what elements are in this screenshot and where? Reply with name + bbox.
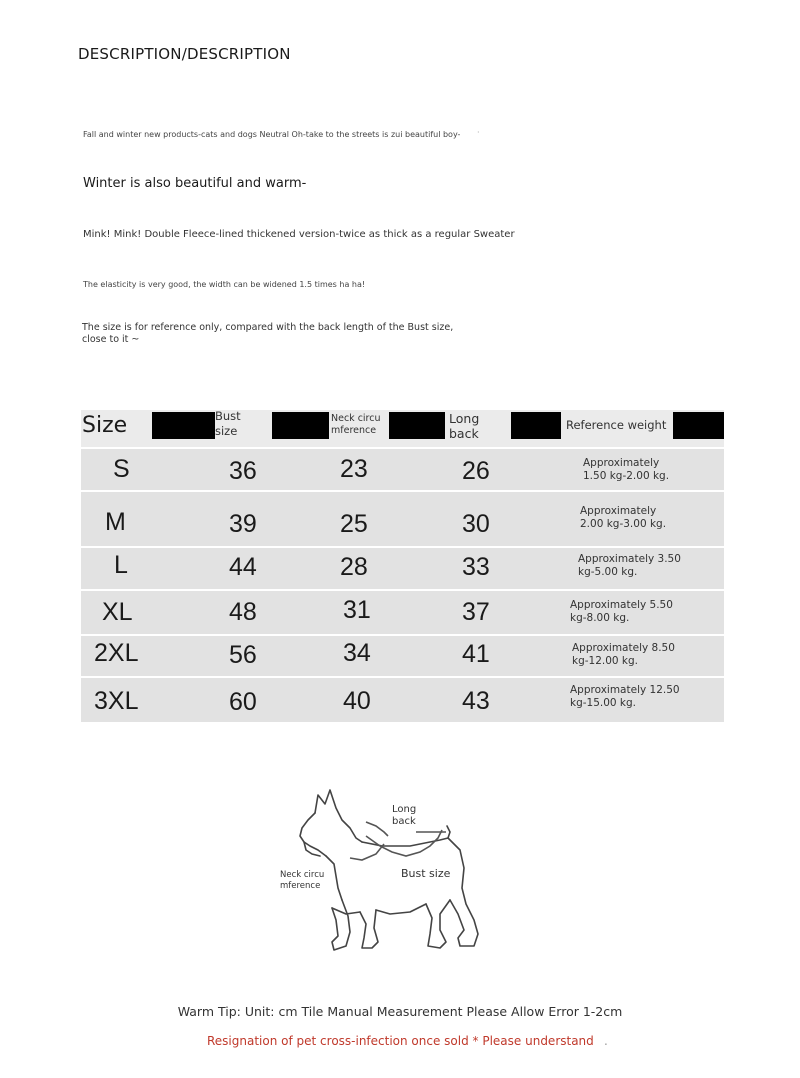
description-line-1: Fall and winter new products-cats and dogs Neutral Oh-take to the streets is zui beautiful boy- — [83, 130, 461, 139]
cell-bust: 60 — [229, 688, 257, 716]
diagram-label-neck: Neck circu mference — [280, 870, 325, 891]
cell-weight: Approximately 3.50 kg-5.00 kg. — [578, 553, 681, 578]
cell-size: 2XL — [94, 639, 139, 667]
table-row — [81, 548, 724, 589]
cell-back: 30 — [462, 510, 490, 538]
table-row — [81, 591, 724, 634]
header-back: Long back — [449, 411, 480, 441]
cell-back: 26 — [462, 457, 490, 485]
cell-neck: 25 — [340, 510, 368, 538]
cell-weight: Approximately 12.50 kg-15.00 kg. — [570, 684, 680, 709]
table-row — [81, 678, 724, 722]
cell-weight: Approximately 8.50 kg-12.00 kg. — [572, 642, 675, 667]
cell-neck: 23 — [340, 455, 368, 483]
size-table-header — [81, 410, 724, 447]
warning-text: Resignation of pet cross-infection once sold * Please understand — [207, 1034, 594, 1048]
cell-weight: Approximately 1.50 kg-2.00 kg. — [583, 457, 670, 482]
header-size: Size — [82, 413, 128, 438]
cell-size: L — [114, 551, 128, 579]
cell-bust: 48 — [229, 598, 257, 626]
cell-neck: 31 — [343, 596, 371, 624]
description-line-4: The elasticity is very good, the width can be widened 1.5 times ha ha! — [83, 280, 366, 289]
cell-bust: 44 — [229, 553, 257, 581]
cell-back: 37 — [462, 598, 490, 626]
header-black-block — [389, 412, 445, 439]
cell-size: XL — [102, 598, 133, 626]
header-weight: Reference weight — [566, 418, 667, 432]
header-bust: Bust size — [215, 409, 241, 438]
header-black-block — [673, 412, 724, 439]
cell-bust: 36 — [229, 457, 257, 485]
header-black-block — [152, 412, 215, 439]
cell-neck: 34 — [343, 639, 371, 667]
cell-weight: Approximately 2.00 kg-3.00 kg. — [580, 505, 667, 530]
description-line-3: Mink! Mink! Double Fleece-lined thickened version-twice as thick as a regular Sweater — [83, 229, 515, 240]
table-row — [81, 636, 724, 676]
cell-weight: Approximately 5.50 kg-8.00 kg. — [570, 599, 673, 624]
cell-neck: 40 — [343, 687, 371, 715]
cell-back: 43 — [462, 687, 490, 715]
description-line-2: Winter is also beautiful and warm- — [83, 176, 307, 191]
header-black-block — [511, 412, 561, 439]
warm-tip: Warm Tip: Unit: cm Tile Manual Measurement Please Allow Error 1-2cm — [177, 1004, 623, 1019]
description-line-1-mark: · — [477, 128, 480, 137]
dog-measurement-diagram — [270, 780, 530, 970]
cell-bust: 56 — [229, 641, 257, 669]
header-black-block — [272, 412, 329, 439]
cell-back: 33 — [462, 553, 490, 581]
table-row — [81, 492, 724, 546]
cell-neck: 28 — [340, 553, 368, 581]
table-row — [81, 449, 724, 490]
cell-size: M — [105, 508, 126, 536]
diagram-label-back: Long back — [392, 804, 417, 827]
cell-bust: 39 — [229, 510, 257, 538]
header-neck: Neck circu mference — [331, 413, 381, 436]
cell-back: 41 — [462, 640, 490, 668]
warning-mark: . — [604, 1034, 608, 1048]
cell-size: S — [113, 455, 130, 483]
diagram-label-bust: Bust size — [401, 867, 451, 880]
page-title: DESCRIPTION/DESCRIPTION — [78, 45, 291, 63]
size-table — [81, 410, 724, 722]
description-line-5: The size is for reference only, compared with the back length of the Bust size, close to it ~ — [82, 322, 454, 345]
cell-size: 3XL — [94, 687, 139, 715]
